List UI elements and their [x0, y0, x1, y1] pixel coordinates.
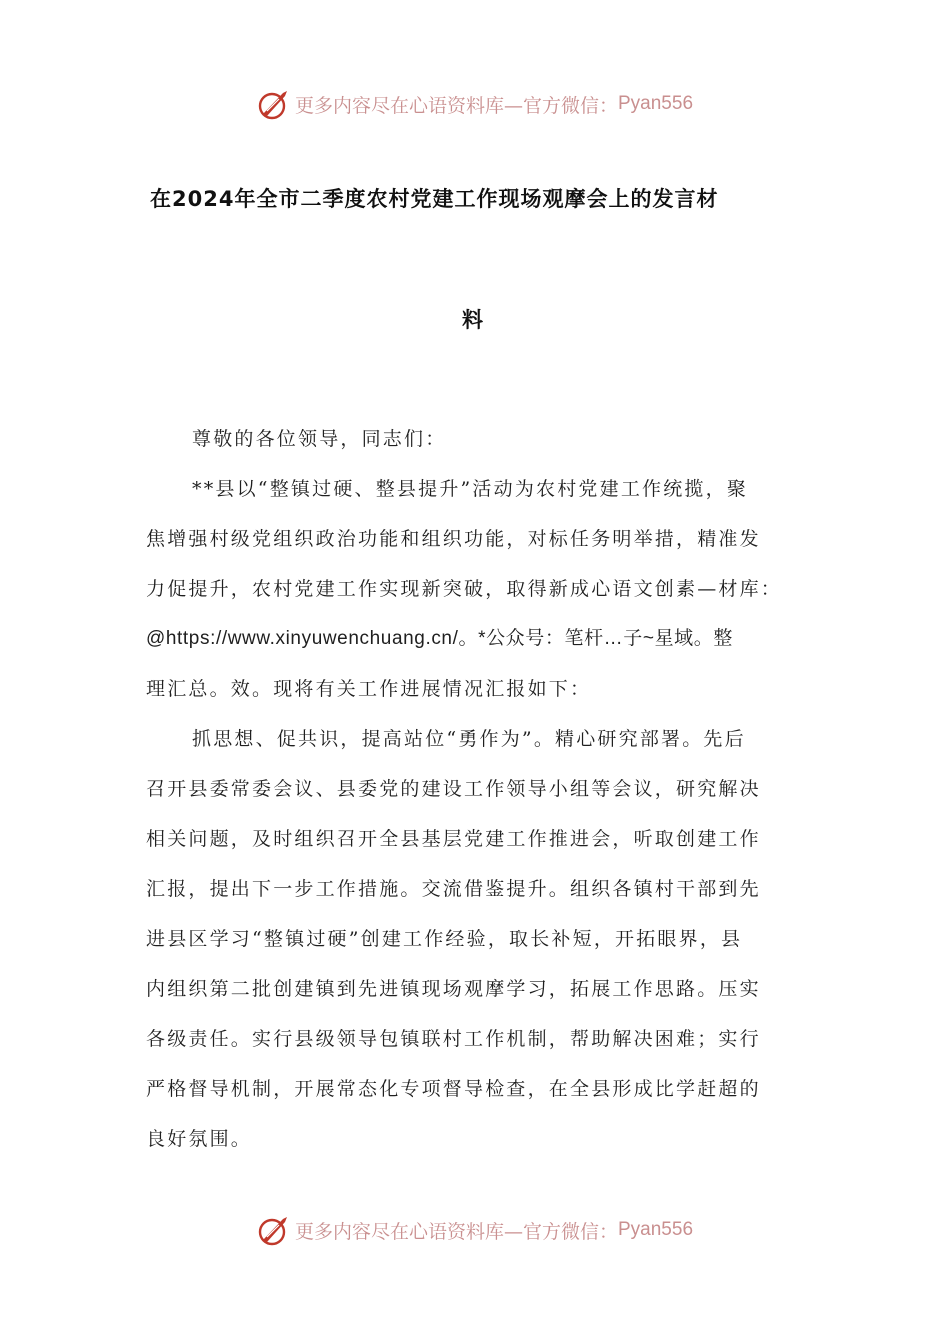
banner-text: 更多内容尽在心语资料库—官方微信：	[294, 1220, 618, 1243]
paragraph-2	[146, 714, 808, 1164]
paragraph-2-line: 汇报，提出下一步工作措施。交流借鉴提升。组织各镇村干部到先	[146, 878, 761, 900]
quill-logo-icon	[257, 87, 291, 121]
paragraph-1-line: **县以“整镇过硬、整县提升”活动为农村党建工作统揽，聚	[192, 478, 749, 500]
paragraph-1-line: 力促提升，农村党建工作实现新突破，取得新成心语文创素—材库：	[146, 578, 783, 600]
salutation-text: 尊敬的各位领导，同志们：	[192, 428, 447, 450]
paragraph-2-line: 召开县委常委会议、县委党的建设工作领导小组等会议，研究解决	[146, 778, 761, 800]
document-title-line1: 在2024年全市二季度农村党建工作现场观摩会上的发言材	[150, 187, 719, 211]
document-body	[146, 414, 808, 1164]
paragraph-2-line: 抓思想、促共识，提高站位“勇作为”。精心研究部署。先后	[192, 728, 746, 750]
paragraph-1-line: 焦增强村级党组织政治功能和组织功能，对标任务明举措，精准发	[146, 528, 761, 550]
banner-wechat-id: Pyan556	[618, 93, 694, 114]
banner-wechat-id: Pyan556	[618, 1219, 694, 1240]
salutation	[146, 414, 808, 464]
paragraph-1-line: @https://www.xinyuwenchuang.cn/。*公众号：笔杆…子~星域。整	[146, 628, 733, 649]
paragraph-2-line: 各级责任。实行县级领导包镇联村工作机制，帮助解决困难；实行	[146, 1028, 761, 1050]
paragraph-1-line: 理汇总。效。现将有关工作进展情况汇报如下：	[146, 678, 592, 700]
paragraph-2-line: 进县区学习“整镇过硬”创建工作经验，取长补短，开拓眼界，县	[146, 928, 743, 950]
document-title-line2: 料	[462, 308, 484, 332]
paragraph-2-line: 严格督导机制，开展常态化专项督导检查，在全县形成比学赶超的	[146, 1078, 761, 1100]
paragraph-2-line: 内组织第二批创建镇到先进镇现场观摩学习，拓展工作思路。压实	[146, 978, 761, 1000]
paragraph-1	[146, 464, 808, 714]
banner-text: 更多内容尽在心语资料库—官方微信：	[294, 94, 618, 117]
footer-banner	[0, 1210, 950, 1250]
quill-logo-icon	[257, 1213, 291, 1247]
paragraph-2-line: 良好氛围。	[146, 1128, 253, 1150]
header-banner	[0, 84, 950, 124]
paragraph-2-line: 相关问题，及时组织召开全县基层党建工作推进会，听取创建工作	[146, 828, 761, 850]
